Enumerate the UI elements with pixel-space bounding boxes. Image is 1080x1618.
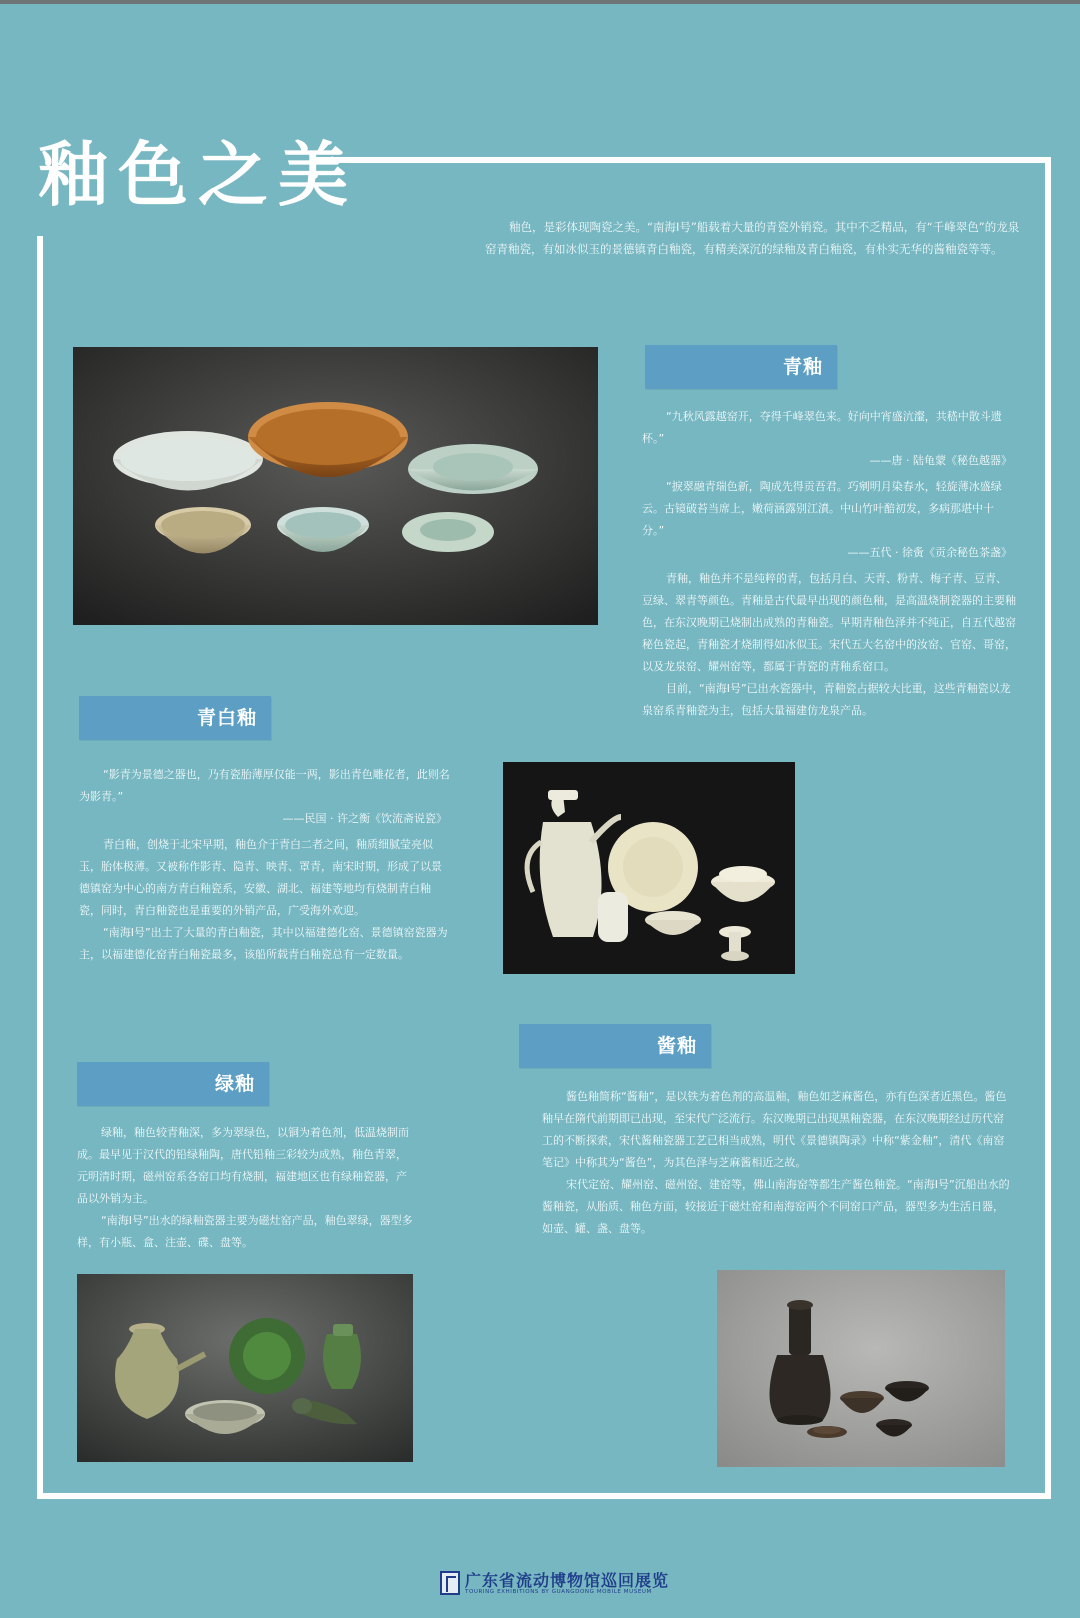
qingbai-quote: “影青为景德之器也，乃有瓷胎薄厚仅能一两，影出青色雕花者，此则名为影青。” xyxy=(79,768,450,803)
lvyou-body-1: 绿釉，釉色较青釉深，多为翠绿色，以铜为着色剂，低温烧制而成。最早见于汉代的铅绿釉陶，唐代铅釉三彩较为成熟，釉色青翠，元明清时期，磁州窑系各窑口均有烧制，福建地区也有绿釉瓷器，产品以外销为主。 xyxy=(77,1126,409,1205)
qingyou-body-2: 目前，“南海Ⅰ号”已出水瓷器中，青釉瓷占据较大比重，这些青釉瓷以龙泉窑系青釉瓷为主，包括大量福建仿龙泉产品。 xyxy=(642,682,1011,717)
qingyou-body-1: 青釉，釉色并不是纯粹的青，包括月白、天青、粉青、梅子青、豆青、豆绿、翠青等颜色。青釉是古代最早出现的颜色釉，是高温烧制瓷器的主要釉色，在东汉晚期已烧制出成熟的青釉瓷。早期青釉色泽并不纯正，自五代越窑秘色瓷起，青釉瓷才烧制得如冰似玉。宋代五大名窑中的汝窑、官窑、哥窑，以及龙泉窑、耀州窑等，都属于青瓷的青釉系窑口。 xyxy=(642,572,1016,673)
frame-line-top xyxy=(314,157,1051,163)
section-title-lvyou-label: 绿釉 xyxy=(214,1073,255,1095)
qingbai-text xyxy=(79,764,451,966)
footer-museum-name-en: TOURING EXHIBITIONS BY GUANGDONG MOBILE MUSEUM xyxy=(465,1589,652,1595)
qingbai-ware-photo xyxy=(503,762,795,974)
qingbai-quote-cite: ——民国 · 许之衡《饮流斋说瓷》 xyxy=(282,812,447,825)
jiangyou-body-2: 宋代定窑、耀州窑、磁州窑、建窑等，佛山南海窑等都生产酱色釉瓷。“南海Ⅰ号”沉船出水的酱釉瓷，从胎质、釉色方面，较接近于磁灶窑和南海窑两个不同窑口产品，器型多为生活日器，如壶、罐、盏、盘等。 xyxy=(542,1178,1010,1235)
section-title-jiangyou xyxy=(519,1024,711,1068)
frame-line-left xyxy=(37,236,43,1499)
section-title-qingyou-label: 青釉 xyxy=(782,356,823,378)
qingyou-quote-2-cite: ——五代 · 徐夤《贡余秘色茶盏》 xyxy=(847,546,1012,559)
lvyou-body-2: “南海Ⅰ号”出水的绿釉瓷器主要为磁灶窑产品，釉色翠绿，器型多样，有小瓶、盒、注壶、碟、盘等。 xyxy=(77,1214,413,1249)
qingyou-quote-2: “捩翠融青瑞色新，陶成先得贡吾君。巧剜明月染春水，轻旋薄冰盛绿云。古镜破苔当席上，嫩荷涵露别江濆。中山竹叶醅初发，多病那堪中十分。” xyxy=(642,480,1002,537)
green-glaze-ware-photo xyxy=(77,1274,413,1462)
section-title-jiangyou-label: 酱釉 xyxy=(656,1035,697,1057)
footer-museum-name: 广东省流动博物馆巡回展览 xyxy=(465,1571,670,1590)
qingbai-body-1: 青白釉，创烧于北宋早期，釉色介于青白二者之间，釉质细腻莹亮似玉，胎体极薄。又被称作影青、隐青、映青、罩青，南宋时期，形成了以景德镇窑为中心的南方青白釉瓷系，安徽、湖北、福建等地均有烧制青白釉瓷，同时，青白釉瓷也是重要的外销产品，广受海外欢迎。 xyxy=(79,838,442,917)
qingyou-quote-1-cite: ——唐 · 陆龟蒙《秘色越器》 xyxy=(869,454,1012,467)
intro-text: 釉色，是彩体现陶瓷之美。“南海Ⅰ号”船载着大量的青瓷外销瓷。其中不乏精品，有“千峰翠色”的龙泉窑青釉瓷，有如冰似玉的景德镇青白釉瓷，有精美深沉的绿釉及青白釉瓷，有朴实无华的酱釉瓷等等。 xyxy=(485,220,1020,256)
museum-logo-icon xyxy=(440,1571,460,1595)
jiangyou-text xyxy=(542,1086,1014,1240)
lvyou-text xyxy=(77,1122,413,1254)
qingyou-quote-1: “九秋风露越窑开，夺得千峰翠色来。好向中宵盛沆瀣，共嵇中散斗遗杯。” xyxy=(642,410,1002,445)
frame-line-right xyxy=(1045,157,1051,1499)
section-title-lvyou xyxy=(77,1062,269,1106)
celadon-bowls-photo xyxy=(73,347,598,625)
section-title-qingbai xyxy=(79,696,271,740)
jiangyou-body-1: 酱色釉简称“酱釉”，是以铁为着色剂的高温釉，釉色如芝麻酱色，亦有色深者近黑色。酱色釉早在隋代前期即已出现，至宋代广泛流行。东汉晚期已出现黑釉瓷器，在东汉晚期经过历代窑工的不断探索，宋代酱釉瓷器工艺已相当成熟，明代《景德镇陶录》中称“紫金釉”，清代《南窑笔记》中称其为“酱色”，为其色泽与芝麻酱相近之故。 xyxy=(542,1090,1007,1169)
qingyou-text xyxy=(642,406,1016,722)
top-edge-bar xyxy=(0,0,1080,4)
section-title-qingyou xyxy=(645,345,837,389)
section-title-qingbai-label: 青白釉 xyxy=(196,707,257,729)
qingbai-body-2: “南海Ⅰ号”出土了大量的青白釉瓷，其中以福建德化窑、景德镇窑瓷器为主，以福建德化窑青白釉瓷最多，该船所载青白釉瓷总有一定数量。 xyxy=(79,926,448,961)
page-title: 釉色之美 xyxy=(38,134,358,216)
brown-glaze-ware-photo xyxy=(717,1270,1005,1467)
frame-line-bottom xyxy=(37,1493,1051,1499)
